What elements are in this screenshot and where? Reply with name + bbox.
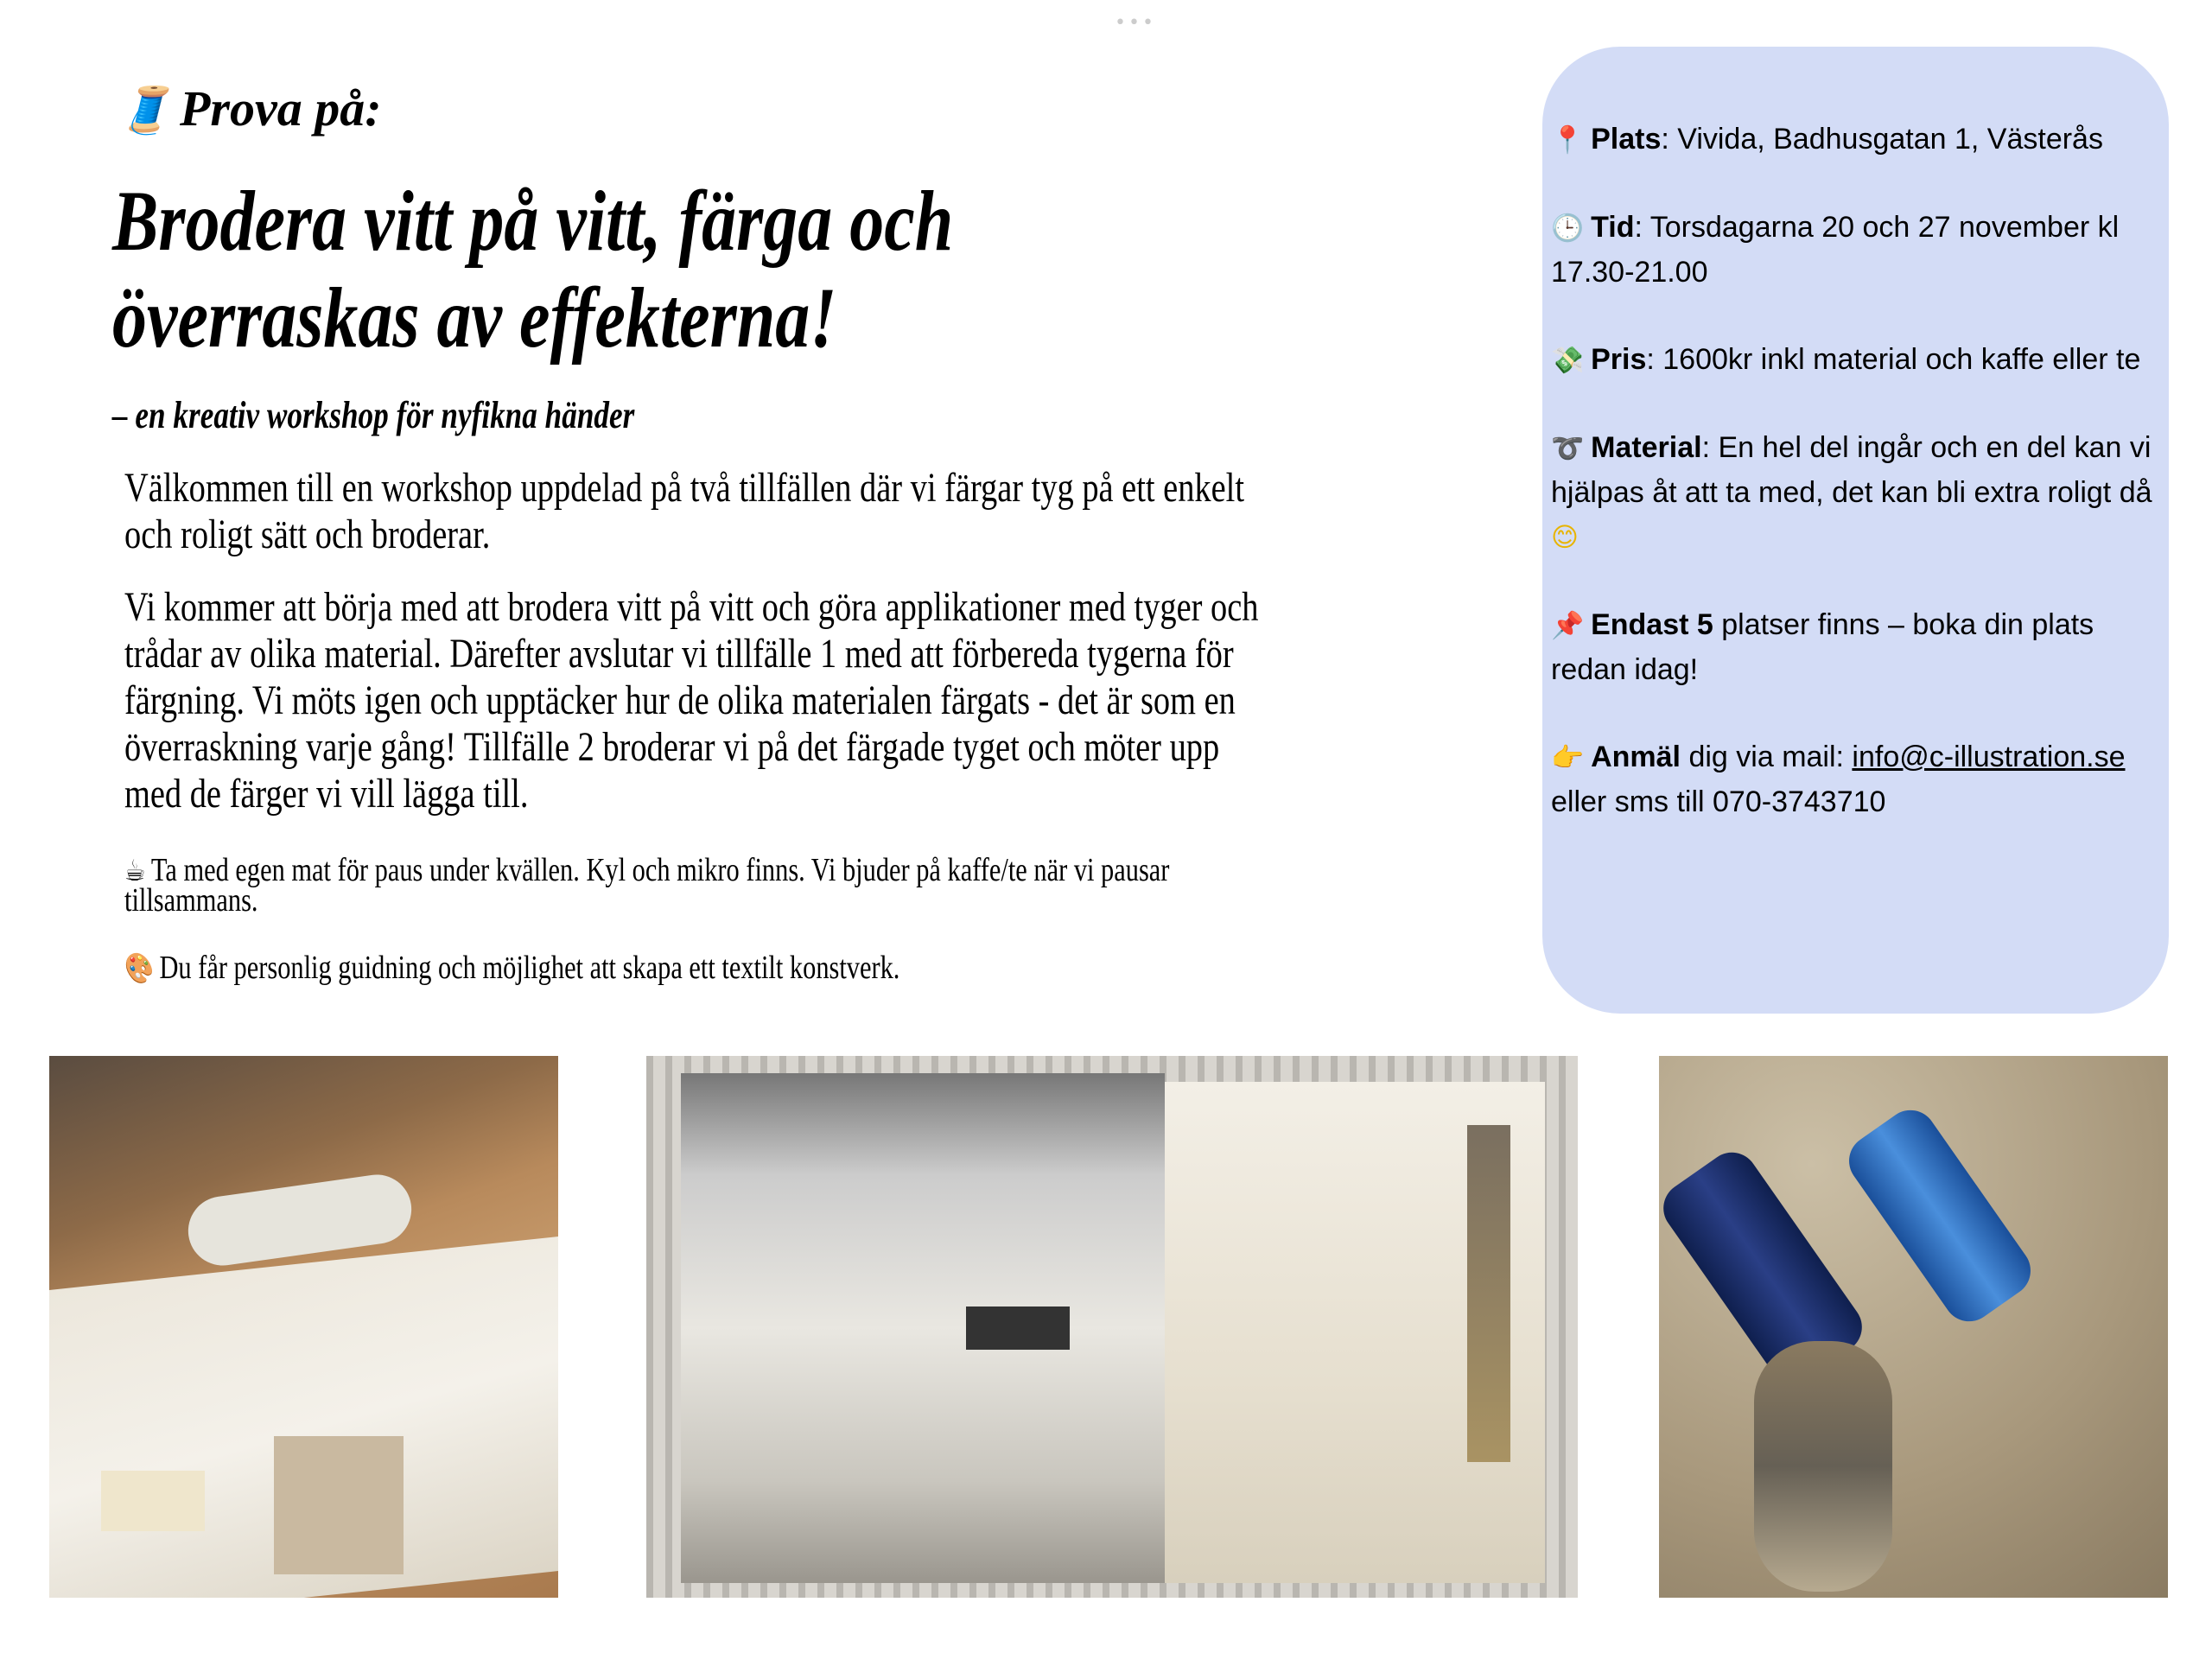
info-spots (1551, 603, 2160, 692)
email-link[interactable]: info@c-illustration.se (1852, 741, 2126, 773)
info-price (1551, 338, 2160, 383)
subtitle: – en kreativ workshop för nyfikna händer (112, 394, 635, 436)
sms-text: eller sms till 070-3743710 (1551, 785, 1886, 818)
page-title (112, 173, 953, 366)
guidance-note (124, 950, 900, 986)
text-line: Vi kommer att börja med att brodera vitt på vitt och göra applikationer med tyger och (124, 584, 1259, 630)
text-line: och roligt sätt och broderar. (124, 512, 491, 557)
info-place (1551, 118, 2160, 162)
text-line: med de färger vi vill lägga till. (124, 771, 529, 817)
label: Pris (1591, 343, 1647, 376)
label: Anmäl (1591, 741, 1681, 773)
food-note (124, 852, 1170, 919)
label: Tid (1591, 211, 1635, 244)
spool-icon: 🧵 (117, 85, 173, 137)
text-line: trådar av olika material. Därefter avslutar vi tillfälle 1 med att förbereda tygerna för (124, 631, 1234, 677)
coffee-icon: ☕ (124, 854, 146, 888)
pointing-hand-icon: 👉 (1551, 743, 1585, 773)
clock-icon: 🕒 (1551, 213, 1585, 244)
info-signup (1551, 735, 2160, 824)
value: : En hel del ingår och en del kan vi hjälpas åt att ta med, det kan bli extra roligt då (1551, 431, 2152, 509)
text-line: Välkommen till en workshop uppdelad på två tillfällen där vi färgar tyg på ett enkelt (124, 465, 1244, 511)
needle-icon: ➰ (1551, 434, 1585, 464)
text-line: Du får personlig guidning och möjlighet att skapa ett textilt konstverk. (159, 950, 900, 986)
text-line: tillsammans. (124, 882, 258, 919)
kicker-text: Prova på: (179, 80, 382, 137)
label: Material (1591, 431, 1702, 464)
info-material (1551, 426, 2160, 560)
text-line: överraskning varje gång! Tillfälle 2 broderar vi på det färgade tyget och möter upp (124, 724, 1220, 770)
intro-paragraph (124, 465, 1244, 558)
kicker (117, 79, 382, 137)
info-time (1551, 206, 2160, 295)
info-box (1542, 47, 2169, 1014)
text-line: Ta med egen mat för paus under kvällen. Kyl och mikro finns. Vi bjuder på kaffe/te när vi pausar (150, 852, 1170, 888)
value: platser finns – boka din plats redan idag! (1551, 608, 2094, 686)
label: Endast 5 (1591, 608, 1713, 641)
pushpin-icon: 📌 (1551, 611, 1585, 641)
page-handle: ••• (1115, 12, 1156, 34)
value: : 1600kr inkl material och kaffe eller te (1646, 343, 2141, 376)
description-paragraph (124, 584, 1258, 817)
pin-icon: 📍 (1551, 125, 1585, 156)
title-line: överraskas av effekterna! (112, 270, 837, 366)
label: Plats (1591, 123, 1662, 156)
photo-thread-spools (1659, 1056, 2168, 1598)
artist-icon: 🎨 (124, 951, 155, 986)
value: dig via mail: (1681, 741, 1853, 773)
photo-embroidery-workspace (49, 1056, 558, 1598)
text-line: färgning. Vi möts igen och upptäcker hur de olika materialen färgats - det är som en (124, 677, 1236, 723)
smile-icon: 😊 (1551, 523, 1579, 553)
title-line: Brodera vitt på vitt, färga och (112, 173, 954, 269)
photo-dyed-fabric (646, 1056, 1578, 1598)
money-icon: 💸 (1551, 346, 1585, 376)
value: : Torsdagarna 20 och 27 november kl 17.30-21.00 (1551, 211, 2120, 289)
value: : Vivida, Badhusgatan 1, Västerås (1661, 123, 2103, 156)
